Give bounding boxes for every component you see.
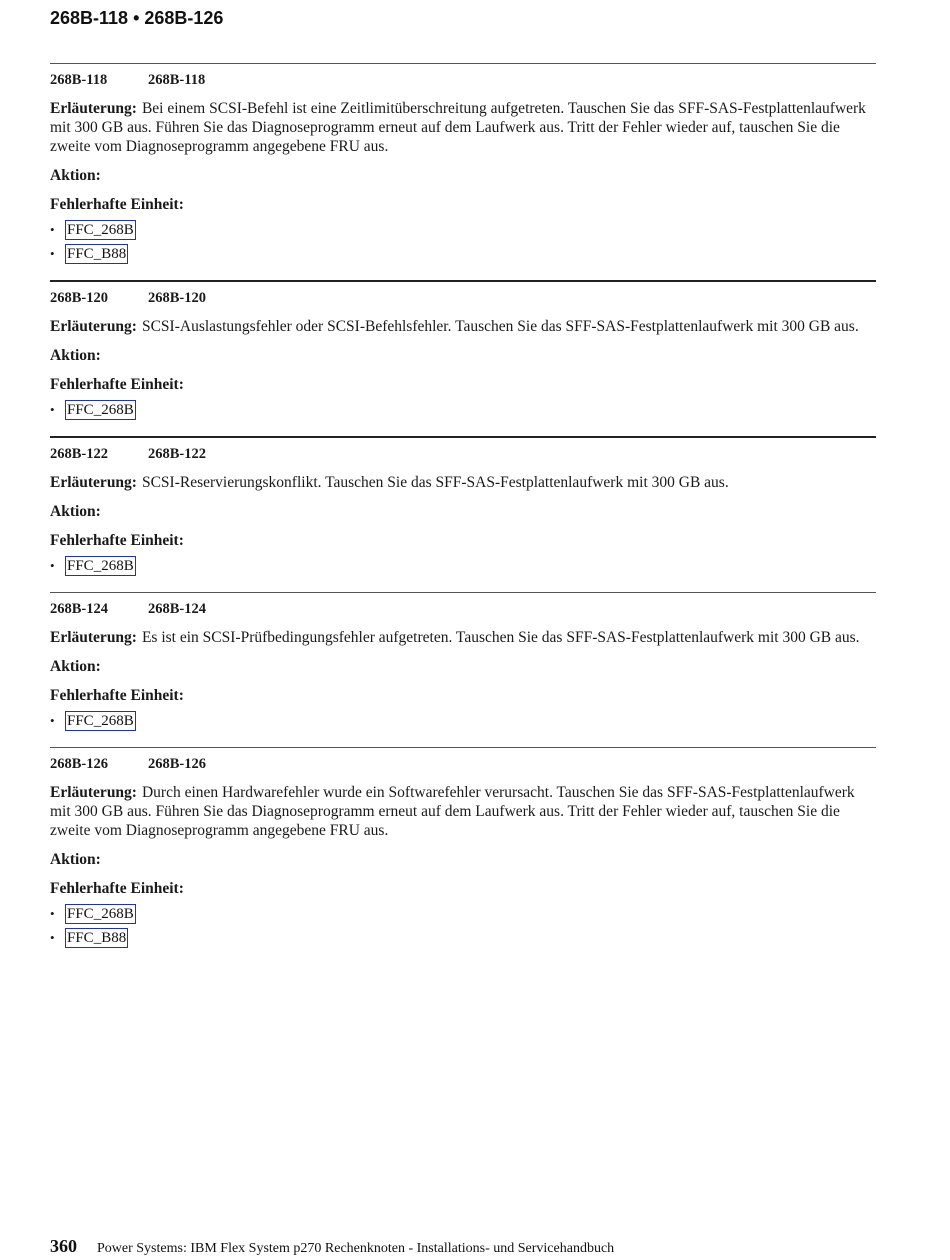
explanation-text: SCSI-Auslastungsfehler oder SCSI-Befehlsfehler. Tauschen Sie das SFF-SAS-Festplattenlaufwerk mit 300 GB aus. (141, 318, 859, 335)
fru-item (50, 926, 876, 950)
fru-link[interactable]: FFC_268B (67, 558, 134, 574)
fru-list (50, 902, 876, 950)
explanation (50, 628, 876, 647)
error-entry (50, 592, 876, 747)
explanation (50, 317, 876, 336)
bullet-icon: • (50, 402, 55, 417)
explanation-text: Durch einen Hardwarefehler wurde ein Softwarefehler verursacht. Tauschen Sie das SFF-SAS-Festplattenlaufwerk mit 300 GB aus. Führen Sie das Diagnoseprogramm erneut auf dem Laufwerk aus. Tritt der Fehler wieder auf, tauschen Sie die zweite vom Diagnoseprogramm angegebene FRU aus. (50, 784, 855, 839)
action-heading: Aktion: (50, 851, 101, 868)
error-code-repeat: 268B-120 (148, 290, 206, 306)
failing-unit-heading: Fehlerhafte Einheit: (50, 376, 184, 393)
error-code-repeat: 268B-126 (148, 756, 206, 772)
fru-list (50, 709, 876, 733)
failing-unit-heading: Fehlerhafte Einheit: (50, 196, 184, 213)
code-row (50, 288, 876, 308)
explanation-text: Es ist ein SCSI-Prüfbedingungsfehler aufgetreten. Tauschen Sie das SFF-SAS-Festplattenlaufwerk mit 300 GB aus. (141, 629, 860, 646)
fru-list (50, 218, 876, 266)
failing-unit-heading: Fehlerhafte Einheit: (50, 880, 184, 897)
page-header: 268B-118 • 268B-126 (50, 8, 224, 28)
explanation-label: Erläuterung: (50, 474, 137, 491)
bullet-icon: • (50, 713, 55, 728)
fru-list (50, 554, 876, 578)
code-row (50, 754, 876, 774)
fru-link[interactable]: FFC_B88 (67, 930, 127, 946)
code-row (50, 599, 876, 619)
explanation-label: Erläuterung: (50, 318, 137, 335)
error-code-repeat: 268B-118 (148, 72, 206, 88)
error-code: 268B-124 (50, 601, 108, 617)
failing-unit-heading: Fehlerhafte Einheit: (50, 687, 184, 704)
error-code-repeat: 268B-124 (148, 601, 206, 617)
explanation-label: Erläuterung: (50, 784, 137, 801)
fru-item (50, 554, 876, 578)
code-row (50, 444, 876, 464)
explanation (50, 783, 876, 840)
error-entry (50, 63, 876, 280)
fru-item (50, 902, 876, 926)
explanation (50, 473, 876, 492)
fru-link[interactable]: FFC_268B (67, 713, 134, 729)
fru-list (50, 398, 876, 422)
bullet-icon: • (50, 930, 55, 945)
explanation-label: Erläuterung: (50, 629, 137, 646)
error-code: 268B-120 (50, 290, 108, 306)
error-code: 268B-126 (50, 756, 108, 772)
fru-link[interactable]: FFC_268B (67, 906, 134, 922)
fru-item (50, 218, 876, 242)
action-heading: Aktion: (50, 347, 101, 364)
error-code-list (50, 63, 876, 964)
fru-item (50, 242, 876, 266)
explanation-text: SCSI-Reservierungskonflikt. Tauschen Sie das SFF-SAS-Festplattenlaufwerk mit 300 GB aus. (141, 474, 729, 491)
action-heading: Aktion: (50, 167, 101, 184)
failing-unit-heading: Fehlerhafte Einheit: (50, 532, 184, 549)
fru-item (50, 709, 876, 733)
bullet-icon: • (50, 906, 55, 921)
bullet-icon: • (50, 558, 55, 573)
code-row (50, 70, 876, 90)
error-entry (50, 436, 876, 592)
fru-item (50, 398, 876, 422)
explanation-label: Erläuterung: (50, 100, 137, 117)
bullet-icon: • (50, 222, 55, 237)
explanation (50, 99, 876, 156)
bullet-icon: • (50, 246, 55, 261)
error-code: 268B-118 (50, 72, 108, 88)
book-title: Power Systems: IBM Flex System p270 Rechenknoten - Installations- und Servicehandbuch (97, 1241, 615, 1256)
page-number: 360 (50, 1236, 77, 1256)
fru-link[interactable]: FFC_268B (67, 222, 134, 238)
action-heading: Aktion: (50, 658, 101, 675)
explanation-text: Bei einem SCSI-Befehl ist eine Zeitlimitüberschreitung aufgetreten. Tauschen Sie das SFF-SAS-Festplattenlaufwerk mit 300 GB aus. Führen Sie das Diagnoseprogramm erneut auf dem Laufwerk aus. Tritt der Fehler wieder auf, tauschen Sie die zweite vom Diagnoseprogramm angegebene FRU aus. (50, 100, 866, 155)
error-code-repeat: 268B-122 (148, 446, 206, 462)
error-code: 268B-122 (50, 446, 108, 462)
fru-link[interactable]: FFC_268B (67, 402, 134, 418)
error-entry (50, 747, 876, 964)
fru-link[interactable]: FFC_B88 (67, 246, 127, 262)
error-entry (50, 280, 876, 436)
action-heading: Aktion: (50, 503, 101, 520)
page-footer (50, 1236, 614, 1257)
